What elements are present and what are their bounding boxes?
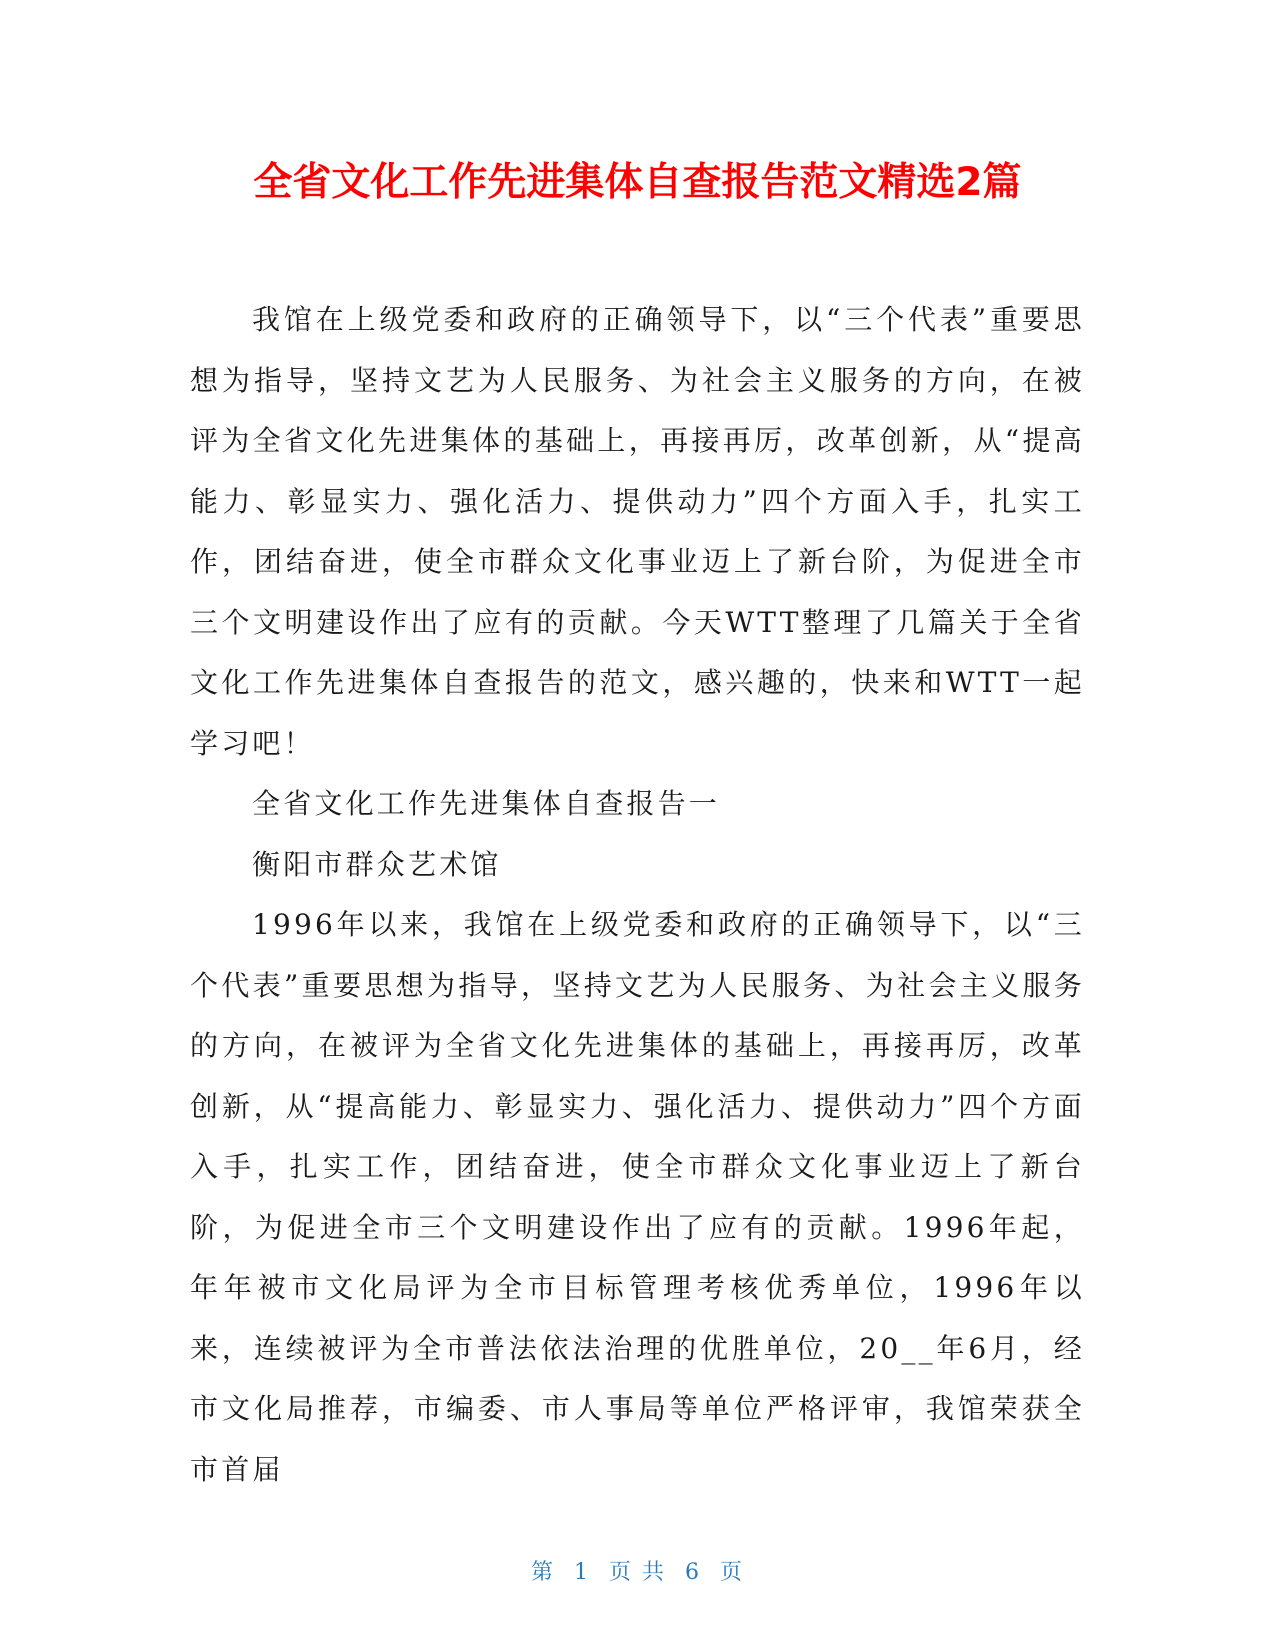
body-paragraph: 1996年以来，我馆在上级党委和政府的正确领导下，以“三个代表”重要思想为指导，坚持文艺为人民服务、为社会主义服务的方向，在被评为全省文化先进集体的基础上，再接再厉，改革创新，从“提高能力、彰显实力、强化活力、提供动力”四个方面入手，扎实工作，团结奋进，使全市群众文化事业迈上了新台阶，为促进全市三个文明建设作出了应有的贡献。1996年起，年年被市文化局评为全市目标管理考核优秀单位，1996年以来，连续被评为全市普法依法治理的优胜单位，20__年6月，经市文化局推荐，市编委、市人事局等单位严格评审，我馆荣获全市首届 <box>190 908 1085 1486</box>
footer-middle: 页 共 <box>609 1560 666 1585</box>
footer-suffix: 页 <box>720 1560 745 1585</box>
page-number-footer <box>0 1555 1275 1586</box>
organization-name: 衡阳市群众艺术馆 <box>252 847 502 881</box>
footer-current-page: 1 <box>574 1560 590 1585</box>
footer-prefix: 第 <box>530 1560 555 1585</box>
intro-paragraph: 我馆在上级党委和政府的正确领导下，以“三个代表”重要思想为指导，坚持文艺为人民服务、为社会主义服务的方向，在被评为全省文化先进集体的基础上，再接再厉，改革创新，从“提高能力、彰显实力、强化活力、提供动力”四个方面入手，扎实工作，团结奋进，使全市群众文化事业迈上了新台阶，为促进全市三个文明建设作出了应有的贡献。今天WTT整理了几篇关于全省文化工作先进集体自查报告的范文，感兴趣的，快来和WTT一起学习吧！ <box>190 303 1085 760</box>
footer-total-pages: 6 <box>685 1560 701 1585</box>
document-body <box>190 290 1085 1500</box>
document-title: 全省文化工作先进集体自查报告范文精选2篇 <box>253 160 1022 205</box>
section-heading: 全省文化工作先进集体自查报告一 <box>252 787 721 820</box>
